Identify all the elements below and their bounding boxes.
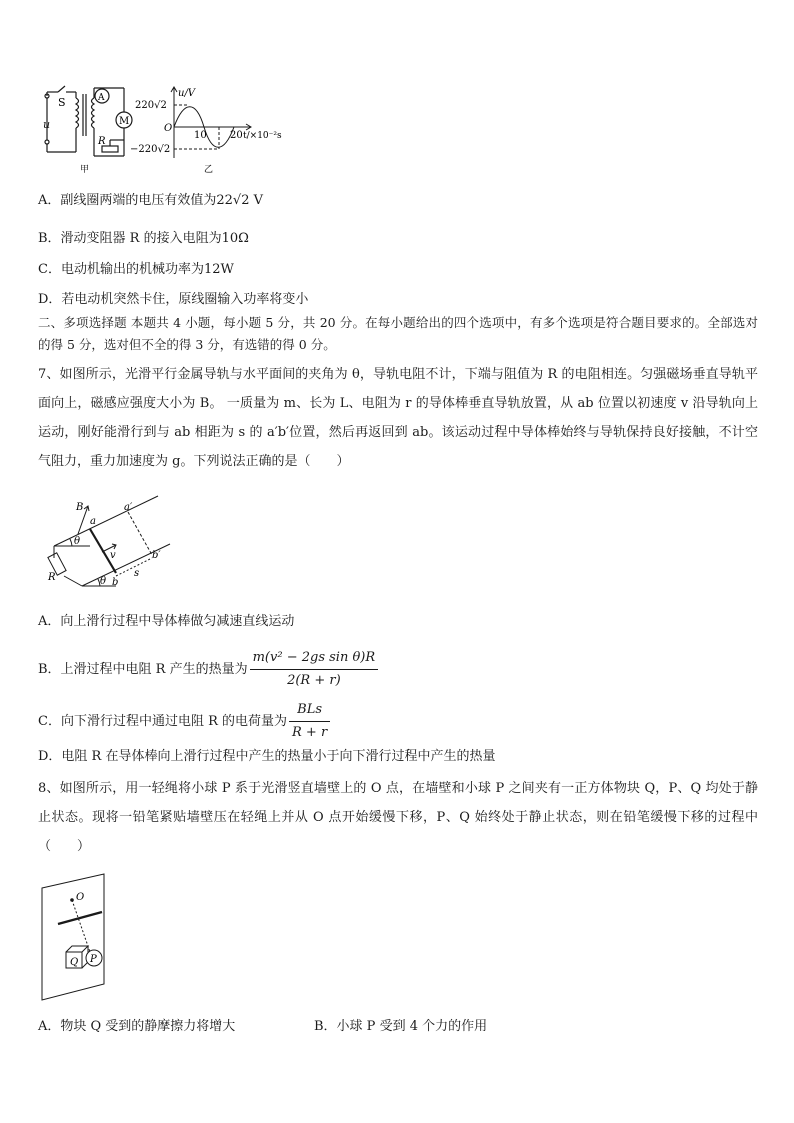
q7-fig-a-label: a (90, 516, 96, 527)
q7-fig-v-label: v (110, 550, 116, 561)
q7-fig-b-label: B (76, 502, 84, 513)
origin-label: O (164, 123, 173, 134)
q8-wall-ball-block-figure (38, 872, 118, 1004)
q7-inclined-rails-figure (46, 488, 176, 596)
q7-fig-b-prime-label: b′ (152, 550, 161, 561)
q8-fig-p-label: P (90, 954, 97, 965)
tick-10-label: 10 (194, 130, 207, 141)
q7-fig-theta-bottom-label: θ (100, 576, 107, 587)
resistor-label: R (98, 136, 106, 147)
q7-option-c-fraction: $\frac{\text{BLs}}{R + r}$ (289, 700, 330, 743)
q8-stem: 8、如图所示，用一轻绳将小球 P 系于光滑竖直墙壁上的 O 点，在墙壁和小球 P 之间夹有一正方体物块 Q，P、Q 均处于静止状态。现将一铅笔紧贴墙壁压在轻绳上并从 O 点开始缓慢下移，P、Q 始终处于静止状态，则在铅笔缓慢下移的过程中（ ） (38, 781, 758, 854)
q8-fig-q-label: Q (70, 957, 79, 968)
figure-jia-label: 甲 (80, 165, 90, 175)
q7-fig-a-prime-label: a′ (124, 502, 133, 513)
y-min-label: −220√2 (130, 144, 171, 155)
q7-option-d: D．电阻 R 在导体棒向上滑行过程中产生的热量小于向下滑行过程中产生的热量 (38, 749, 496, 764)
q8-fig-o-label: O (76, 892, 85, 903)
q7-option-c: C．向下滑行过程中通过电阻 R 的电荷量为 $\frac{\text{BLs}}{R + r}$ (38, 700, 330, 743)
q7-fig-b-label-bottom: b (112, 577, 119, 588)
tick-20-label: 20 (230, 130, 243, 141)
q7-stem: 7、如图所示，光滑平行金属导轨与水平面间的夹角为 θ，导轨电阻不计，下端与阻值为 R 的电阻相连。匀强磁场垂直导轨平面向上，磁感应强度大小为 B。 一质量为 m、长为 L、电阻为 r 的导体棒垂直导轨放置，从 ab 位置以初速度 v 沿导轨向上运动，刚好能滑行到与 ab 相距为 s 的 a′b′位置，然后再返回到 ab。该运动过程中导体棒始终与导轨保持良好接触，不计空气阻力，重力加速度为 g。下列说法正确的是（ ） (38, 367, 758, 469)
figure-yi-label: 乙 (204, 165, 214, 175)
transformer-circuit-figure (38, 84, 298, 176)
motor-label: M (119, 116, 130, 127)
q8-option-a: A．物块 Q 受到的静摩擦力将增大 (38, 1019, 236, 1034)
q7-option-b: B．上滑过程中电阻 R 产生的热量为 $\frac{\text{m(v² − 2gs sin θ)R}}{2(R + r)}$ (38, 648, 378, 691)
q7-fig-r-label: R (48, 572, 56, 583)
q7-option-a: A．向上滑行过程中导体棒做匀减速直线运动 (38, 614, 295, 629)
x-axis-label: t/×10⁻²s (243, 131, 282, 141)
switch-label: S (58, 96, 66, 109)
y-max-label: 220√2 (135, 100, 167, 111)
q8-option-b: B．小球 P 受到 4 个力的作用 (314, 1019, 488, 1034)
q7-fig-s-label: s (134, 568, 140, 579)
q7-option-b-fraction: $\frac{\text{m(v² − 2gs sin θ)R}}{2(R + r)}$ (250, 648, 379, 691)
q6-option-a: A．副线圈两端的电压有效值为22√2 V (38, 193, 264, 208)
section-2-instructions: 二、多项选择题 本题共 4 小题，每小题 5 分，共 20 分。在每小题给出的四个选项中，有多个选项是符合题目要求的。全部选对的得 5 分，选对但不全的得 3 分，有选错的得 0 分。 (38, 315, 758, 352)
ammeter-label: A (98, 93, 105, 103)
q6-option-b: B．滑动变阻器 R 的接入电阻为10Ω (38, 231, 249, 246)
q6-option-d: D．若电动机突然卡住，原线圈输入功率将变小 (38, 292, 309, 307)
q7-fig-theta-top-label: θ (74, 536, 81, 547)
q6-option-c: C．电动机输出的机械功率为12W (38, 262, 234, 277)
y-axis-label: u/V (178, 88, 196, 99)
source-voltage-label: u (43, 118, 51, 131)
